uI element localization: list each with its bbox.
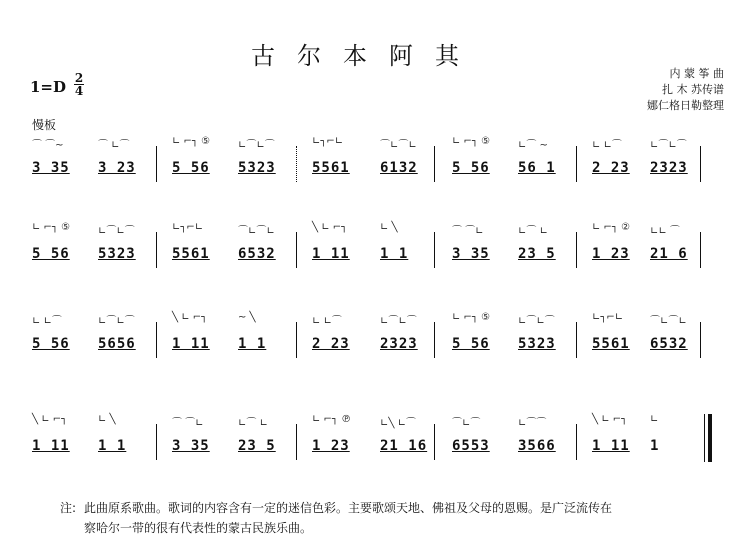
credit-arranger: 娜仁格日勒整理	[647, 99, 724, 112]
note-group: 5323	[238, 160, 276, 176]
barline	[434, 424, 435, 460]
note-group: 3 23	[98, 160, 136, 176]
note-group: 5 56	[172, 160, 210, 176]
footnote	[60, 498, 720, 538]
ornament-mark: ⌒ ⌒∟	[452, 226, 484, 237]
credit-transcriber: 扎 木 苏传谱	[662, 83, 724, 96]
barline	[576, 232, 577, 268]
ornament-mark: ∟⌒∟⌒	[238, 140, 275, 151]
barline	[296, 322, 297, 358]
barline	[156, 322, 157, 358]
barline	[156, 146, 157, 182]
note-group: 2323	[650, 160, 688, 176]
ornament-mark: ∟⌒∟⌒	[98, 316, 135, 327]
ornament-mark: ∟ ∟⌒	[312, 316, 342, 327]
ornament-mark: ∟ ⌐┐ ℗	[312, 414, 352, 425]
note-group: 21 6	[650, 246, 688, 262]
barline	[296, 424, 297, 460]
note-group: 1 11	[172, 336, 210, 352]
note-group: 21 16	[380, 438, 428, 454]
ornament-mark: ∟ ⌐┐ ⑤	[452, 312, 491, 323]
barline	[434, 322, 435, 358]
note-group: 2 23	[592, 160, 630, 176]
note-group: 1 23	[312, 438, 350, 454]
note-group: 6132	[380, 160, 418, 176]
note-group: 5656	[98, 336, 136, 352]
ornament-mark: ⌒∟⌒∟	[650, 316, 687, 327]
barline	[700, 322, 701, 358]
ornament-mark: ∟ ╲	[98, 414, 116, 425]
ornament-mark: ∟ ∟⌒	[592, 140, 622, 151]
time-signature-bottom: 4	[74, 84, 84, 98]
ornament-mark: ⌒ ∟⌒	[98, 140, 130, 151]
note-group: 2 23	[312, 336, 350, 352]
barline	[576, 146, 577, 182]
note-group: 5 56	[452, 336, 490, 352]
note-group: 5 56	[32, 246, 70, 262]
note-group: 1 11	[312, 246, 350, 262]
note-group: 6532	[650, 336, 688, 352]
ornament-mark: ∟⌒ ∟	[238, 418, 268, 429]
ornament-mark: ~ ╲	[238, 312, 256, 323]
note-group: 3 35	[172, 438, 210, 454]
barline	[156, 232, 157, 268]
footnote-line-1: 此曲原系歌曲。歌词的内容含有一定的迷信色彩。主要歌颂天地、佛祖及父母的恩赐。是广泛流传在	[84, 501, 613, 515]
barline	[156, 424, 157, 460]
barline	[434, 232, 435, 268]
ornament-mark: ∟ ⌐┐ ⑤	[32, 222, 71, 233]
note-group: 5561	[592, 336, 630, 352]
ornament-mark: ⌒∟⌒	[452, 418, 481, 429]
note-group: 6532	[238, 246, 276, 262]
ornament-mark: ∟⌒∟⌒	[650, 140, 687, 151]
note-group: 23 5	[518, 246, 556, 262]
ornament-mark: ∟∟ ⌒	[650, 226, 680, 237]
note-group: 5 56	[32, 336, 70, 352]
note-group: 5561	[312, 160, 350, 176]
note-group: 1	[650, 438, 660, 454]
note-group: 5561	[172, 246, 210, 262]
time-signature-top: 2	[74, 71, 84, 85]
ornament-mark: ∟ ⌐┐ ⑤	[172, 136, 211, 147]
note-group: 2323	[380, 336, 418, 352]
note-group: 3 35	[32, 160, 70, 176]
ornament-mark: ∟┐⌐∟	[172, 222, 204, 233]
dotted-barline	[296, 146, 297, 182]
note-group: 1 1	[238, 336, 267, 352]
final-barline-thick	[708, 414, 712, 462]
barline	[576, 322, 577, 358]
ornament-mark: ∟ ∟⌒	[32, 316, 62, 327]
note-group: 56 1	[518, 160, 556, 176]
ornament-mark: ∟╲ ∟⌒	[380, 418, 416, 429]
note-group: 1 1	[98, 438, 127, 454]
note-group: 3 35	[452, 246, 490, 262]
footnote-line-2: 察哈尔一带的很有代表性的蒙古民族乐曲。	[84, 521, 313, 535]
note-group: 6553	[452, 438, 490, 454]
ornament-mark: ∟⌒∟⌒	[518, 316, 555, 327]
ornament-mark: ∟⌒∟⌒	[98, 226, 135, 237]
key-signature: 1=D	[30, 78, 67, 96]
note-group: 1 23	[592, 246, 630, 262]
note-group: 1 11	[592, 438, 630, 454]
ornament-mark: ∟⌒⌒	[518, 418, 547, 429]
barline	[434, 146, 435, 182]
note-group: 1 1	[380, 246, 409, 262]
note-group: 23 5	[238, 438, 276, 454]
barline	[700, 146, 701, 182]
note-group: 1 11	[32, 438, 70, 454]
ornament-mark: ∟ ╲	[380, 222, 398, 233]
ornament-mark: ╲ ∟ ⌐┐	[32, 414, 68, 425]
ornament-mark: ∟	[650, 414, 659, 425]
ornament-mark: ╲ ∟ ⌐┐	[172, 312, 208, 323]
ornament-mark: ⌒ ⌒∟	[172, 418, 204, 429]
note-group: 3566	[518, 438, 556, 454]
credits	[604, 66, 724, 114]
ornament-mark: ⌒ ⌒~	[32, 140, 64, 151]
ornament-mark: ∟┐⌐∟	[312, 136, 344, 147]
barline	[576, 424, 577, 460]
barline	[700, 232, 701, 268]
ornament-mark: ∟⌒ ~	[518, 140, 548, 151]
credit-genre: 内 蒙 筝 曲	[669, 67, 724, 80]
tempo-marking: 慢板	[32, 118, 57, 132]
ornament-mark: ∟⌒∟⌒	[380, 316, 417, 327]
ornament-mark: ∟ ⌐┐ ②	[592, 222, 631, 233]
page-title: 古尔本阿其	[251, 42, 481, 70]
time-signature	[74, 72, 84, 97]
ornament-mark: ∟┐⌐∟	[592, 312, 624, 323]
note-group: 5323	[98, 246, 136, 262]
note-group: 5 56	[452, 160, 490, 176]
ornament-mark: ╲ ∟ ⌐┐	[312, 222, 348, 233]
ornament-mark: ╲ ∟ ⌐┐	[592, 414, 628, 425]
ornament-mark: ⌒∟⌒∟	[238, 226, 275, 237]
ornament-mark: ∟⌒ ∟	[518, 226, 548, 237]
final-barline-thin	[704, 414, 705, 462]
footnote-label: 注:	[60, 501, 77, 515]
ornament-mark: ∟ ⌐┐ ⑤	[452, 136, 491, 147]
barline	[296, 232, 297, 268]
ornament-mark: ⌒∟⌒∟	[380, 140, 417, 151]
note-group: 5323	[518, 336, 556, 352]
